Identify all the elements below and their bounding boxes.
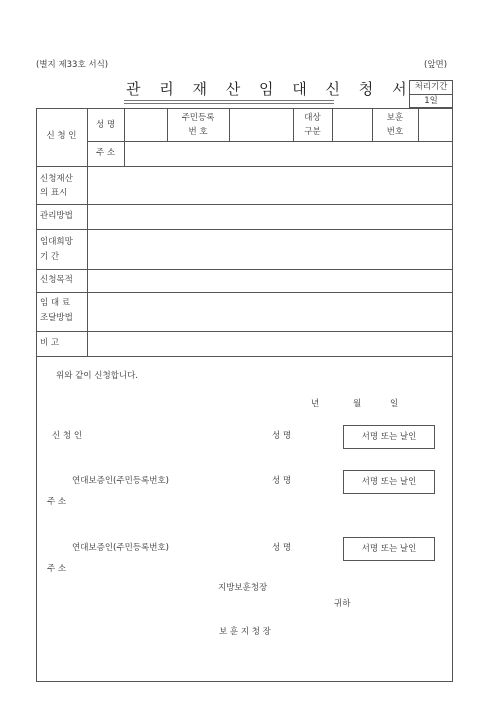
statement-text: 위와 같이 신청합니다. [56,371,139,381]
rent-label-line2: 조달방법 [40,313,73,323]
period-label-line1: 임대희망 [40,237,73,247]
honorific-label: 귀하 [334,599,351,609]
rrn-label-line2: 번 호 [188,127,208,137]
form-number: (별지 제33호 서식) [36,60,109,70]
guarantor1-label: 연대보증인(주민등록번호) [72,476,169,486]
year-label: 년 [311,399,320,409]
guarantor1-signature-box[interactable]: 서명 또는 날인 [343,470,435,494]
address-label: 주 소 [95,148,116,158]
form-frame [36,108,453,682]
period-label-line2: 기 간 [40,252,60,262]
title-underline-2 [124,103,334,104]
guarantor2-address-label: 주 소 [47,564,67,574]
applicant-sign-label: 신 청 인 [52,431,83,441]
processing-period-label: 처리기간 [414,82,448,92]
guarantor2-name-label: 성 명 [272,543,292,553]
rent-label-line1: 임 대 료 [40,298,71,308]
applicant-signature-box[interactable]: 서명 또는 날인 [343,425,435,449]
property-label-line2: 의 표시 [40,188,68,198]
page-side: (앞면) [424,60,448,70]
recipient-label: 지방보훈청장 [218,583,268,593]
veteran-number-label-line1: 보훈 [386,113,404,123]
veteran-number-label-line2: 번호 [386,127,404,137]
guarantor2-signature-box[interactable]: 서명 또는 날인 [343,537,435,561]
applicant-name-label: 성 명 [272,431,292,441]
purpose-label: 신청목적 [40,275,73,285]
title-underline [124,100,334,101]
form-title: 관 리 재 산 임 대 신 청 서 [126,80,414,98]
guarantor1-address-label: 주 소 [47,497,67,507]
target-label-line1: 대상 [304,113,321,123]
remarks-label: 비 고 [40,338,60,348]
guarantor1-name-label: 성 명 [272,476,292,486]
day-label: 일 [390,399,399,409]
management-label: 관리방법 [40,211,73,221]
rrn-label-line1: 주민등록 [181,113,215,123]
applicant-label: 신 청 인 [46,131,77,141]
processing-period-value: 1일 [424,96,438,106]
guarantor2-label: 연대보증인(주민등록번호) [72,543,169,553]
month-label: 월 [353,399,362,409]
target-label-line2: 구분 [304,127,321,137]
property-label-line1: 신청재산 [40,174,73,184]
office-label: 보 훈 지 청 장 [219,627,271,637]
name-label: 성 명 [95,120,116,130]
